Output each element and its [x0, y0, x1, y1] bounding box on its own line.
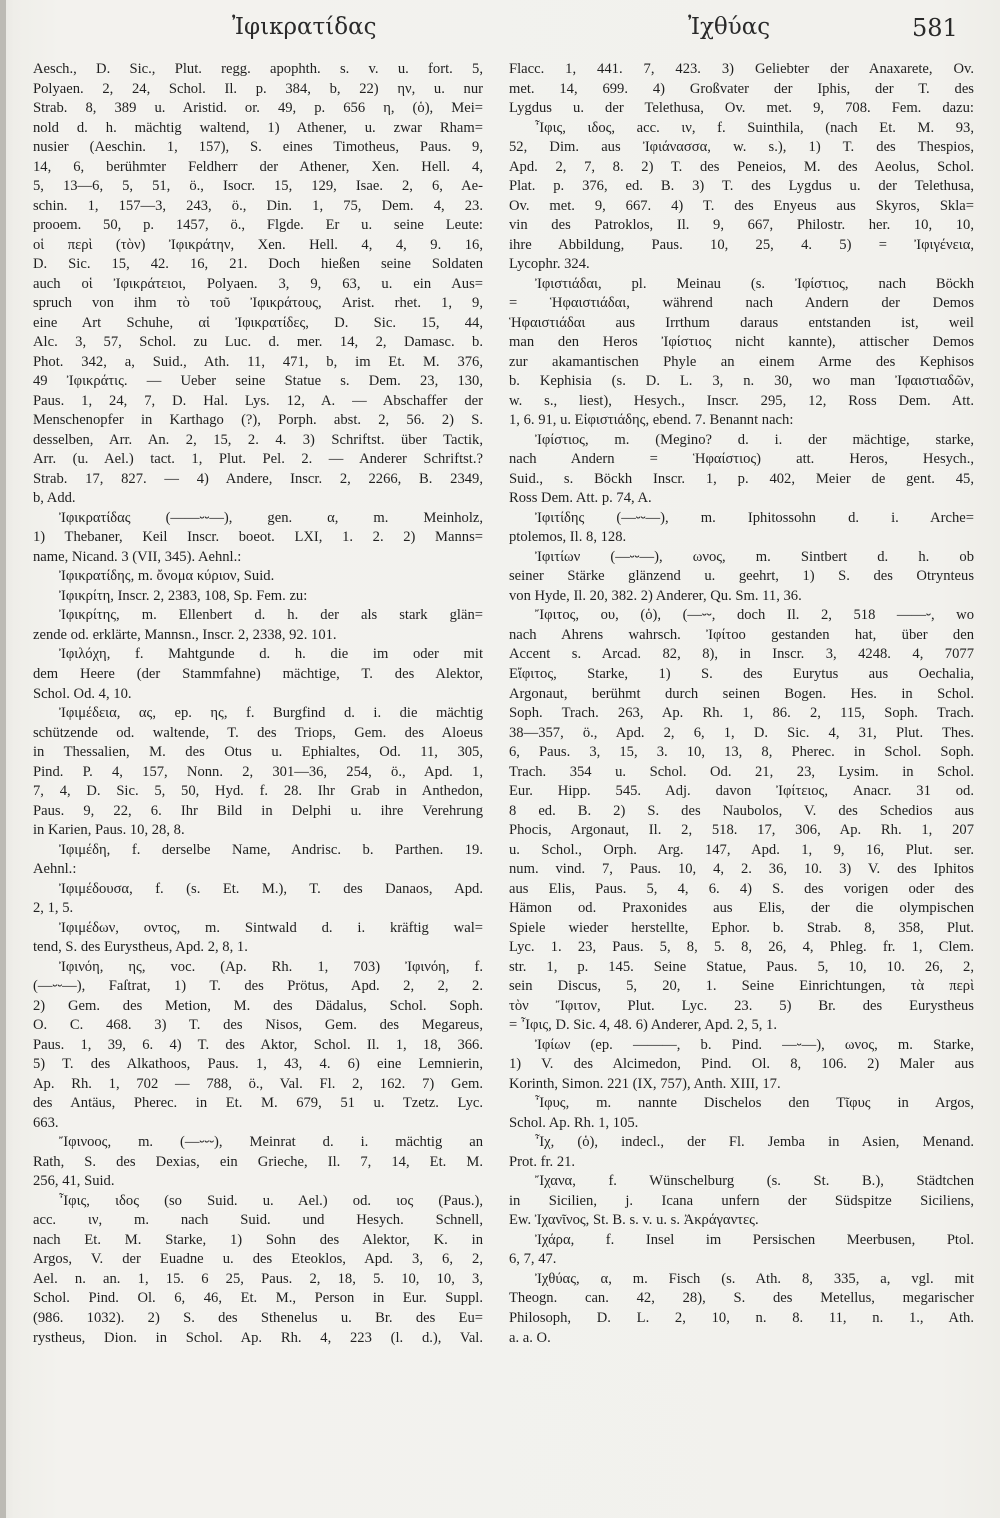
text-line: dem Heere (der Stammfahne) mächtige, T. des Alektor, — [33, 665, 483, 682]
text-line: Ἡφαιστιάδαι aus Irrthum daraus entstanden ist, weil — [509, 314, 974, 331]
text-line: 663. — [33, 1114, 59, 1131]
text-line: Ap. Rh. 1, 702 — 788, ö., Val. Fl. 2, 162. 7) Gem. — [33, 1075, 483, 1092]
text-line: Suid., s. Böckh Inscr. 1, p. 402, Meier de gent. 45, — [509, 470, 974, 487]
text-line: Philosoph, D. L. 2, 10, n. 8. 11, n. 1., Ath. — [509, 1310, 974, 1326]
text-line: οἱ περὶ (τὸν) Ἰφικράτην, Xen. Hell. 4, 4, 9. 16, — [33, 236, 483, 253]
text-line: Eur. Hipp. 545. Adj. davon Ἰφίτειος, Anacr. 31 od. — [509, 783, 974, 800]
text-line: nusier (Aeschin. 1, 157), S. eines Timotheus, Paus. 9, — [33, 139, 483, 156]
entry-headline: Ἰφιμέδων, οντος, m. Sintwald d. i. kräftig wal= — [59, 919, 483, 936]
text-line: Trach. 354 u. Schol. Od. 21, 23, Lysim. in Schol. — [509, 763, 974, 780]
text-line: τὸν Ἴφιτον, Plut. Lyc. 23. 5) Br. des Eurystheus — [509, 997, 974, 1014]
text-line: Lygdus u. der Telethusa, Ov. met. 9, 708. Fem. dazu: — [509, 100, 974, 117]
text-line: Paus. 1, 24, 7, D. Hal. Lys. 12, A. — Abschaffer der — [33, 392, 483, 409]
text-line: vin des Patroklos, Il. 9, 667, Philostr. her. 10, 10, — [509, 217, 974, 234]
text-line: 5, 13—6, 5, 51, ö., Isocr. 15, 129, Isae. 2, 6, Ae- — [33, 178, 483, 195]
text-line: 8 ed. B. 2) S. des Naubolos, V. des Schedios aus — [509, 802, 974, 819]
entry-headline: Ἰφιτίων (—⏑⏑—), ωνος, m. Sintbert d. h. ob — [535, 548, 974, 565]
text-line: Argos, V. der Euadne u. des Eteoklos, Apd. 3, 6, 2, — [33, 1251, 483, 1268]
text-line: von Hyde, Il. 20, 382. 2) Anderer, Qu. Sm. 11, 36. — [509, 587, 802, 604]
text-line: seiner Stärke glänzend u. geehrt, 1) S. des Otrynteus — [509, 568, 974, 585]
text-line: man den Heros Ἰφίστιος nicht kannte), attischer Demos — [509, 334, 974, 351]
entry-headline: Ἰφίστιος, m. (Megino? d. i. der mächtige, starke, — [535, 431, 974, 448]
text-line: Schol. Pind. Ol. 6, 46, Et. M., Person in Eur. Suppl. — [33, 1290, 483, 1307]
text-line: aus Elis, Paus. 5, 4, 6. 4) S. des vorigen oder des — [509, 880, 974, 897]
text-line: sein Discus, 5, 20, 1. Seine Einrichtungen, τὰ περὶ — [509, 978, 974, 995]
text-line: b, Add. — [33, 490, 76, 507]
text-line: Arr. (u. Ael.) tact. 1, Plut. Pel. 2. — Anderer Schriftst.? — [33, 451, 483, 468]
entry-headline: Ἶχ, (ὁ), indecl., der Fl. Jemba in Asien, Menand. — [535, 1134, 974, 1151]
text-line: Korinth, Simon. 221 (IX, 757), Anth. XIII, 17. — [509, 1075, 781, 1092]
text-line: Apd. 2, 7, 8. 2) T. des Peneios, M. des Aeolus, Schol. — [509, 158, 974, 175]
text-line: 1) V. des Alcimedon, Pind. Ol. 8, 106. 2) Maler aus — [509, 1056, 974, 1073]
text-line: Hämon od. Praxonides aus Elis, der die olympischen — [509, 900, 974, 917]
text-line: Polyaen. 2, 24, Schol. Il. p. 384, b, 22) ην, u. nur — [33, 80, 483, 97]
text-line: Schol. Ap. Rh. 1, 105. — [509, 1114, 639, 1131]
text-line: u. Schol., Orph. Arg. 147, Apd. 1, 9, 16, Plut. ser. — [509, 841, 974, 858]
entry-headline: Ἴχανα, f. Wünschelburg (s. St. B.), Städtchen — [535, 1173, 974, 1190]
text-line: Lycophr. 324. — [509, 256, 590, 273]
entry-headline: Ἶφις, ιδος, acc. ιν, f. Suinthila, (nach Et. M. 93, — [535, 119, 974, 136]
running-head-right: Ἰχθύας — [688, 14, 771, 40]
text-line: ptolemos, Il. 8, 128. — [509, 529, 627, 546]
entry-headline: Ἰχθύας, α, m. Fisch (s. Ath. 8, 335, a, vgl. mit — [535, 1270, 974, 1287]
text-line: 14, 6, berühmter Feldherr der Athener, Xen. Hell. 4, — [33, 158, 483, 175]
text-line: a. a. O. — [509, 1329, 551, 1346]
text-line: 6, Paus. 3, 15, 3. 10, 13, 8, Pherec. in Schol. Soph. — [509, 744, 974, 761]
text-line: Theogn. can. 42, 28), S. des Metellus, megarischer — [509, 1290, 974, 1307]
text-line: Pind. P. 4, 157, Nonn. 2, 301—36, 254, ö., Apd. 1, — [33, 763, 483, 780]
text-line: schin. 1, 157—3, 243, ö., Din. 1, 75, Dem. 4, 23. — [33, 197, 483, 214]
entry-headline: Ἰφικρίτης, m. Ellenbert d. h. der als stark glän= — [59, 607, 483, 624]
text-line: w. s., liest), Hesych., Inscr. 295, 12, Ross Dem. Att. — [509, 392, 974, 409]
text-line: Plat. p. 376, ed. B. 3) T. des Lygdus u. der Telethusa, — [509, 178, 974, 195]
text-line: nold d. h. mächtig waltend, 1) Athener, u. zwar Rham= — [33, 119, 483, 136]
text-line: (—⏑⏑—), Faſtrat, 1) T. des Prötus, Apd. 2, 2, 2. — [33, 978, 483, 995]
entry-headline: Ἶφις, ιδος (so Suid. u. Ael.) od. ιος (Paus.), — [59, 1192, 483, 1209]
text-line: Menschenopfer in Karthago (?), Porph. abst. 2, 56. 2) S. — [33, 412, 483, 429]
text-line: 6, 7, 47. — [509, 1251, 557, 1268]
text-line: Argonaut, berühmt durch seinen Bogen. Hes. in Schol. — [509, 685, 974, 702]
entry-headline: Ἰχάρα, f. Insel im Persischen Meerbusen, Ptol. — [535, 1231, 974, 1248]
entry-headline: Ἴφινοος, m. (—⏑⏑⏑), Meinrat d. i. mächtig an — [59, 1134, 483, 1151]
entry-headline: Ἰφικρατίδης, m. ὄνομα κύριον, Suid. — [59, 568, 275, 585]
text-line: Ross Dem. Att. p. 74, A. — [509, 490, 652, 507]
page-number: 581 — [912, 14, 958, 42]
text-line: ihre Abbildung, Paus. 10, 25, 4. 5) = Ἰφιγένεια, — [509, 236, 974, 253]
entry-headline: Ἰφινόη, ης, voc. (Ap. Rh. 1, 703) Ἰφινόη, f. — [59, 958, 483, 975]
text-line: Phocis, Argonaut, Il. 2, 518. 17, 306, Ap. Rh. 1, 207 — [509, 822, 974, 839]
entry-headline: Ἰφιστιάδαι, pl. Meinau (s. Ἰφίστιος, nach Böckh — [535, 275, 974, 292]
text-line: Aehnl.: — [33, 861, 77, 878]
text-line: 256, 41, Suid. — [33, 1173, 115, 1190]
text-line: in Sicilien, j. Icana unfern der Südspitze Siciliens, — [509, 1192, 974, 1209]
text-line: 38—357, ö., Apd. 2, 6, 1, D. Sic. 4, 31, Plut. Thes. — [509, 724, 974, 741]
text-line: 2, 1, 5. — [33, 900, 74, 917]
text-line: Accent s. Arcad. 82, 8), in Inscr. 3, 4248. 4, 7077 — [509, 646, 974, 663]
entry-headline: Ἰφικρίτη, Inscr. 2, 2383, 108, Sp. Fem. zu: — [59, 587, 308, 604]
text-line: prooem. 50, p. 1457, ö., Flgde. Er u. seine Leute: — [33, 217, 483, 234]
text-line: = Ἶφις, D. Sic. 4, 48. 6) Anderer, Apd. 2, 5, 1. — [509, 1017, 777, 1034]
text-line: in Thessalien, M. des Otus u. Ephialtes, Od. 11, 305, — [33, 744, 483, 761]
text-line: Schol. Od. 4, 10. — [33, 685, 132, 702]
entry-headline: Ἰφιτίδης (—⏑⏑—), m. Iphitossohn d. i. Arche= — [535, 509, 974, 526]
text-line: num. vind. 7, Paus. 10, 4, 2. 36, 10. 3) V. des Iphitos — [509, 861, 974, 878]
text-line: nach Andern = Ἡφαίστιος) att. Heros, Hesych., — [509, 451, 974, 468]
left-column — [33, 60, 483, 1348]
right-column — [509, 60, 974, 1348]
text-line: spruch von ihm τὸ τοῦ Ἰφικράτους, Arist. rhet. 1, 9, — [33, 295, 483, 312]
text-line: in Karien, Paus. 10, 28, 8. — [33, 822, 185, 839]
text-line: nach Ahrens wahrsch. Ἰφίτοο gestanden hat, über den — [509, 626, 974, 643]
text-line: Εἴφιτος, Starke, 1) S. des Eurytus aus Oechalia, — [509, 665, 974, 682]
text-line: Strab. 17, 827. — 4) Andere, Inscr. 2, 2266, B. 2349, — [33, 470, 483, 487]
text-line: Ael. n. an. 1, 15. 6 25, Paus. 2, 18, 5. 10, 10, 3, — [33, 1270, 483, 1287]
entry-headline: Ἰφιλόχη, f. Mahtgunde d. h. die im oder mit — [59, 646, 483, 663]
entry-headline: Ἰφιμέδεια, ας, ep. ης, f. Burgfind d. i. die mächtig — [59, 705, 483, 722]
text-line: Lyc. 1. 23, Paus. 5, 8, 5. 8, 26, 4, Phleg. fr. 1, Clem. — [509, 939, 974, 956]
text-line: b. Kephisia (s. D. L. 3, n. 30, wo man Ἰφαιστιαδῶν, — [509, 373, 974, 390]
text-line: Ov. met. 9, 667. 4) T. des Enyeus aus Skyros, Skla= — [509, 197, 974, 214]
entry-headline: Ἴφιτος, ου, (ὁ), (—⏑⏑, doch Il. 2, 518 ——⏑, wo — [535, 607, 974, 624]
text-line: Alc. 3, 57, Schol. zu Luc. d. mer. 14, 2, Damasc. b. — [33, 334, 483, 351]
text-line: Paus. 9, 22, 6. Ihr Bild in Delphi u. ihre Verehrung — [33, 802, 483, 819]
text-line: = Ἡφαιστιάδαι, während nach Andern der Demos — [509, 295, 974, 312]
text-line: 1) Thebaner, Keil Inscr. boeot. LXI, 1. 2. 2) Manns= — [33, 529, 483, 546]
entry-headline: Ἰφιμέδουσα, f. (s. Et. M.), T. des Danaos, Apd. — [59, 880, 483, 897]
text-line: schützende od. waltende, T. des Triops, Gem. des Aloeus — [33, 724, 483, 741]
entry-headline: Ἰφικρατίδας (——⏑⏑—), gen. α, m. Meinholz, — [59, 509, 483, 526]
text-line: zur akamantischen Phyle an einem Arme des Kephisos — [509, 353, 974, 370]
text-line: Spiele wieder herstellte, Ephor. b. Strab. 8, 358, Plut. — [509, 919, 974, 936]
text-line: Paus. 1, 39, 6. 4) T. des Aktor, Schol. Il. 1, 18, 366. — [33, 1036, 483, 1053]
text-line: 1, 6. 91, u. Εἰφιστιάδης, ebend. 7. Benannt nach: — [509, 412, 794, 429]
text-line: name, Nicand. 3 (VII, 345). Aehnl.: — [33, 548, 242, 565]
text-line: rystheus, Dion. in Schol. Ap. Rh. 4, 223 (l. d.), Val. — [33, 1329, 483, 1346]
entry-headline: Ἰφίων (ep. ———, b. Pind. —⏑—), ωνος, m. Starke, — [535, 1036, 974, 1053]
text-line: acc. ιν, m. nach Suid. und Hesych. Schnell, — [33, 1212, 483, 1229]
text-line: Ew. Ἰχανῖνος, St. B. s. v. u. s. Ἀκράγαντες. — [509, 1212, 759, 1229]
text-line: Aesch., D. Sic., Plut. regg. apophth. s. v. u. fort. 5, — [33, 61, 483, 77]
page-binding-edge — [0, 0, 6, 1518]
text-line: 7, 4, D. Sic. 5, 50, Hyd. f. 28. Ihr Grab in Anthedon, — [33, 783, 483, 800]
text-line: Soph. Trach. 263, Ap. Rh. 1, 86. 2, 115, Soph. Trach. — [509, 705, 974, 722]
text-line: Prot. fr. 21. — [509, 1153, 576, 1170]
text-line: eine Art Schuhe, αἱ Ἰφικρατίδες, D. Sic. 15, 44, — [33, 314, 483, 331]
text-line: auch οἱ Ἰφικράτειοι, Polyaen. 3, 9, 63, u. ein Aus= — [33, 275, 483, 292]
text-line: Strab. 8, 389 u. Aristid. or. 49, p. 656 η, (ὁ), Mei= — [33, 100, 483, 117]
text-line: str. 1, p. 145. Seine Statue, Paus. 5, 10, 10. 26, 2, — [509, 958, 974, 975]
running-head-left: Ἰφικρατίδας — [232, 14, 377, 40]
text-line: 49 Ἰφικράτις. — Ueber seine Statue s. Dem. 23, 130, — [33, 373, 483, 390]
text-line: 52, Dim. aus Ἰφιάνασσα, w. s.), 1) T. des Thespios, — [509, 139, 974, 156]
text-line: Phot. 342, a, Suid., Ath. 11, 471, b, im Et. M. 376, — [33, 353, 483, 370]
text-line: D. Sic. 15, 42. 16, 21. Doch hießen seine Soldaten — [33, 256, 483, 273]
text-line: nach Et. M. Starke, 1) Sohn des Alektor, K. in — [33, 1231, 483, 1248]
text-line: tend, S. des Eurystheus, Apd. 2, 8, 1. — [33, 939, 248, 956]
text-line: 5) T. des Alkathoos, Paus. 1, 43, 4. 6) eine Lemnierin, — [33, 1056, 483, 1073]
text-line: Rath, S. des Dexias, ein Grieche, Il. 7, 14, Et. M. — [33, 1153, 483, 1170]
text-line: 2) Gem. des Metion, M. des Dädalus, Schol. Soph. — [33, 997, 483, 1014]
text-line: met. 14, 699. 4) Großvater der Iphis, der T. des — [509, 80, 974, 97]
entry-headline: Ἰφιμέδη, f. derselbe Name, Andrisc. b. Parthen. 19. — [59, 841, 483, 858]
text-line: (986. 1032). 2) S. des Sthenelus u. Br. des Eu= — [33, 1310, 483, 1326]
text-line: O. C. 468. 3) T. des Nisos, Gem. des Megareus, — [33, 1017, 483, 1034]
text-line: zende od. erklärte, Mannsn., Inscr. 2, 2338, 92. 101. — [33, 626, 337, 643]
entry-headline: Ἶφυς, m. nannte Dischelos den Τῖφυς in Argos, — [535, 1095, 974, 1112]
text-line: des Antäus, Pherec. in Et. M. 679, 51 u. Tzetz. Lyc. — [33, 1095, 483, 1112]
text-line: Flacc. 1, 441. 7, 423. 3) Geliebter der Anaxarete, Ov. — [509, 61, 974, 77]
text-line: desselben, Arr. An. 2, 15, 2. 4. 3) Schriftst. über Tactik, — [33, 431, 483, 448]
